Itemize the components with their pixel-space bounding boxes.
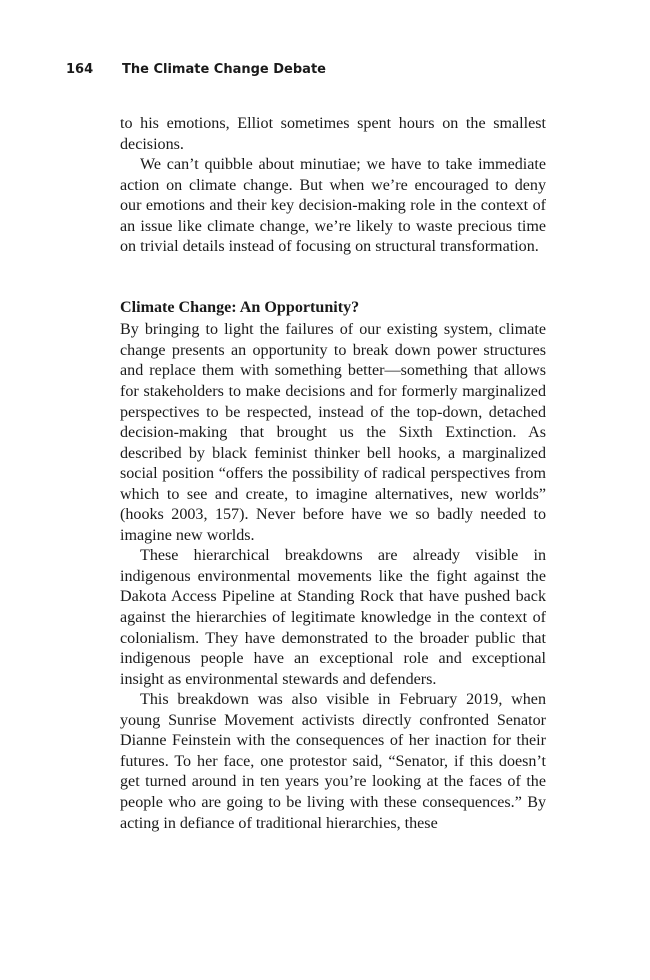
body-text: [120, 114, 546, 834]
page-number: 164: [66, 62, 94, 77]
paragraph-indigenous-movements: These hierarchical breakdowns are already visible in indigenous environmental movements like the fight against the Dakota Access Pipeline at Standing Rock that have pushed back against the hierarchies of legitimate knowledge in the context of colonialism. They have demonstrated to the broader public that indigenous people have an exceptional role and exceptional insight as environmental stewards and defenders.: [120, 547, 546, 688]
section-heading: Climate Change: An Opportunity?: [120, 298, 360, 316]
book-title: The Climate Change Debate: [122, 62, 326, 77]
paragraph-opportunity: By bringing to light the failures of our existing system, climate change presents an opportunity to break down power structures and replace them with something better—something that allows for stakeholders to make decisions and for formerly marginalized perspectives to be respected, instead of the top-down, detached decision-making that brought us the Sixth Extinction. As described by black feminist thinker bell hooks, a marginalized social position “offers the possibility of radical perspectives from which to see and create, to imagine alternatives, new worlds” (hooks 2003, 157). Never before have we so badly needed to imagine new worlds.: [120, 321, 546, 544]
running-head: [66, 62, 326, 77]
paragraph-continued: to his emotions, Elliot sometimes spent hours on the smallest decisions.: [120, 115, 546, 153]
paragraph-sunrise-movement: This breakdown was also visible in February 2019, when young Sunrise Movement activists directly confronted Senator Dianne Feinstein with the consequences of her inaction for their futures. To her face, one protestor said, “Senator, if this doesn’t get turned around in ten years you’re looking at the faces of the people who are going to be living with these consequences.” By acting in defiance of traditional hierarchies, these: [120, 691, 546, 832]
paragraph-minutiae: We can’t quibble about minutiae; we have to take immediate action on climate change. But when we’re encouraged to deny our emotions and their key decision-making role in the context of an issue like climate change, we’re likely to waste precious time on trivial details instead of focusing on structural transformation.: [120, 156, 546, 256]
